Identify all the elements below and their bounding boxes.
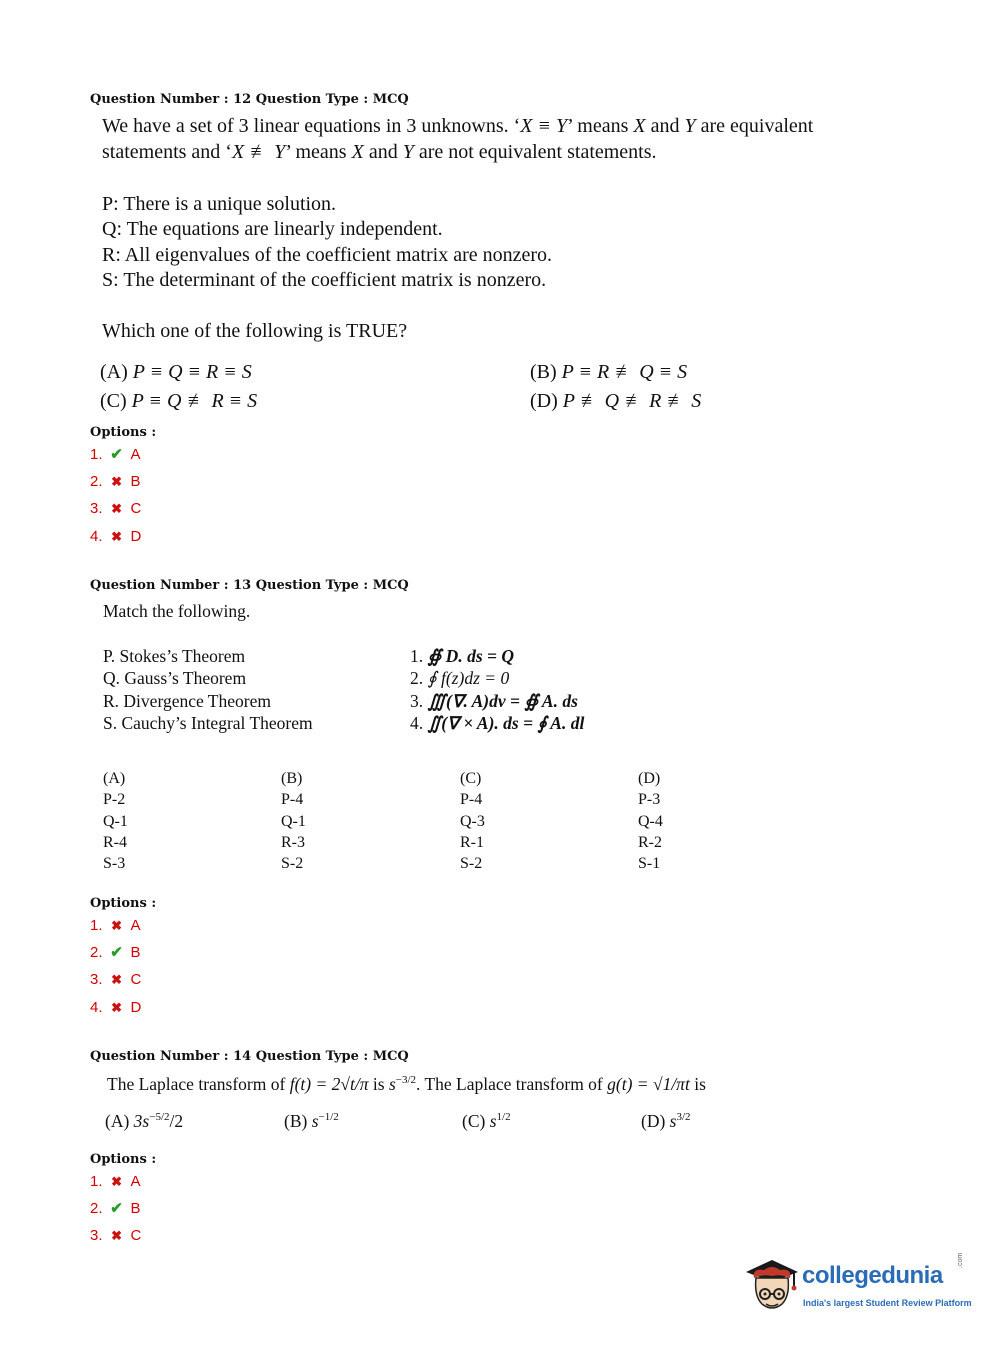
q14-question: The Laplace transform of f(t) = 2√t/π is $s^{-3/2}$. The Laplace transform of g(t) = √1/πt is — [107, 1074, 706, 1094]
q12-option-2[interactable]: 2. ✖ B — [90, 473, 141, 490]
q12-choice-b: (B) P ≡ R ≢ Q ≡ S — [530, 361, 688, 383]
q14-choice-c: (C) $s^{1/2}$ — [462, 1111, 511, 1131]
q13-option-2[interactable]: 2. ✔ B — [90, 944, 141, 961]
q12-option-3[interactable]: 3. ✖ C — [90, 500, 142, 517]
column-row: Q-1 — [281, 812, 306, 830]
q12-intro-line1: We have a set of 3 linear equations in 3 unknowns. ‘X ≡ Y’ means X and Y are equivalent — [102, 115, 814, 137]
column-head: (C) — [460, 770, 482, 787]
q13-column-a — [103, 768, 128, 874]
cross-icon: ✖ — [111, 529, 122, 544]
q12-choice-d: (D) P ≢ Q ≢ R ≢ S — [530, 390, 702, 412]
column-row: P-3 — [638, 791, 661, 809]
q13-formula-3: 3. ∭(∇. A)dv = ∯ A. ds — [410, 691, 578, 711]
column-row: R-1 — [460, 833, 484, 851]
cross-icon: ✖ — [111, 972, 122, 987]
q12-option-1[interactable]: 1. ✔ A — [90, 446, 141, 463]
q14-option-3[interactable]: 3. ✖ C — [90, 1227, 142, 1244]
q13-option-4[interactable]: 4. ✖ D — [90, 999, 142, 1016]
logo-name: collegedunia — [802, 1262, 943, 1289]
column-head: (D) — [638, 770, 661, 787]
cross-icon: ✖ — [111, 501, 122, 516]
q13-column-b — [281, 768, 306, 874]
q12-choice-c: (C) P ≡ Q ≢ R ≡ S — [100, 390, 258, 412]
q14-choice-a: (A) $3s^{-5/2}/2$ — [105, 1111, 184, 1131]
q13-option-3[interactable]: 3. ✖ C — [90, 971, 142, 988]
column-head: (B) — [281, 770, 303, 787]
column-row: P-2 — [103, 791, 126, 809]
collegedunia-logo — [742, 1252, 972, 1320]
q12-header: Question Number : 12 Question Type : MCQ — [90, 92, 409, 107]
logo-com: .com — [957, 1252, 964, 1268]
q13-formula-4: 4. ∬(∇ × A). ds = ∮ A. dl — [410, 713, 585, 733]
check-icon: ✔ — [110, 1200, 123, 1217]
q13-theorem-q: Q. Gauss’s Theorem — [103, 668, 247, 688]
q14-options-label: Options : — [90, 1152, 157, 1167]
q13-theorem-p: P. Stokes’s Theorem — [103, 646, 246, 666]
column-row: S-2 — [460, 855, 483, 873]
q13-column-d — [638, 768, 663, 874]
column-row: R-4 — [103, 833, 127, 851]
column-row: S-1 — [638, 855, 661, 873]
column-row: S-3 — [103, 855, 126, 873]
cross-icon: ✖ — [111, 1000, 122, 1015]
q14-choice-d: (D) $s^{3/2}$ — [641, 1111, 691, 1131]
check-icon: ✔ — [110, 944, 123, 961]
column-row: S-2 — [281, 855, 304, 873]
q12-prompt: Which one of the following is TRUE? — [102, 320, 408, 342]
q13-prompt: Match the following. — [103, 601, 251, 621]
check-icon: ✔ — [110, 446, 123, 463]
logo-tagline: India's largest Student Review Platform — [803, 1298, 972, 1308]
cross-icon: ✖ — [111, 1174, 122, 1189]
q12-statement-q: Q: The equations are linearly independent. — [102, 218, 443, 240]
q13-column-c — [460, 768, 485, 874]
q13-theorem-s: S. Cauchy’s Integral Theorem — [103, 713, 313, 733]
cross-icon: ✖ — [111, 474, 122, 489]
column-row: R-3 — [281, 833, 305, 851]
q12-options-label: Options : — [90, 425, 157, 440]
q13-formula-1: 1. ∯ D. ds = Q — [410, 646, 514, 666]
q12-statement-s: S: The determinant of the coefficient matrix is nonzero. — [102, 269, 547, 291]
q12-statement-p: P: There is a unique solution. — [102, 193, 337, 215]
mascot-icon — [742, 1252, 802, 1320]
q12-option-4[interactable]: 4. ✖ D — [90, 528, 142, 545]
q14-header: Question Number : 14 Question Type : MCQ — [90, 1049, 409, 1064]
column-head: (A) — [103, 770, 126, 787]
cross-icon: ✖ — [111, 1228, 122, 1243]
column-row: Q-3 — [460, 812, 485, 830]
q14-option-1[interactable]: 1. ✖ A — [90, 1173, 141, 1190]
column-row: Q-4 — [638, 812, 663, 830]
q14-option-2[interactable]: 2. ✔ B — [90, 1200, 141, 1217]
q13-options-label: Options : — [90, 896, 157, 911]
q13-formula-2: 2. ∮ f(z)dz = 0 — [410, 668, 510, 688]
q14-choice-b: (B) $s^{-1/2}$ — [284, 1111, 339, 1131]
q12-intro-line2: statements and ‘X ≢ Y’ means X and Y are not equivalent statements. — [102, 141, 657, 163]
q12-choice-a: (A) P ≡ Q ≡ R ≡ S — [100, 361, 252, 383]
q13-option-1[interactable]: 1. ✖ A — [90, 917, 141, 934]
column-row: P-4 — [281, 791, 304, 809]
cross-icon: ✖ — [111, 918, 122, 933]
q12-statement-r: R: All eigenvalues of the coefficient matrix are nonzero. — [102, 244, 553, 266]
q13-theorem-r: R. Divergence Theorem — [103, 691, 271, 711]
column-row: Q-1 — [103, 812, 128, 830]
column-row: R-2 — [638, 833, 662, 851]
column-row: P-4 — [460, 791, 483, 809]
q13-header: Question Number : 13 Question Type : MCQ — [90, 578, 409, 593]
